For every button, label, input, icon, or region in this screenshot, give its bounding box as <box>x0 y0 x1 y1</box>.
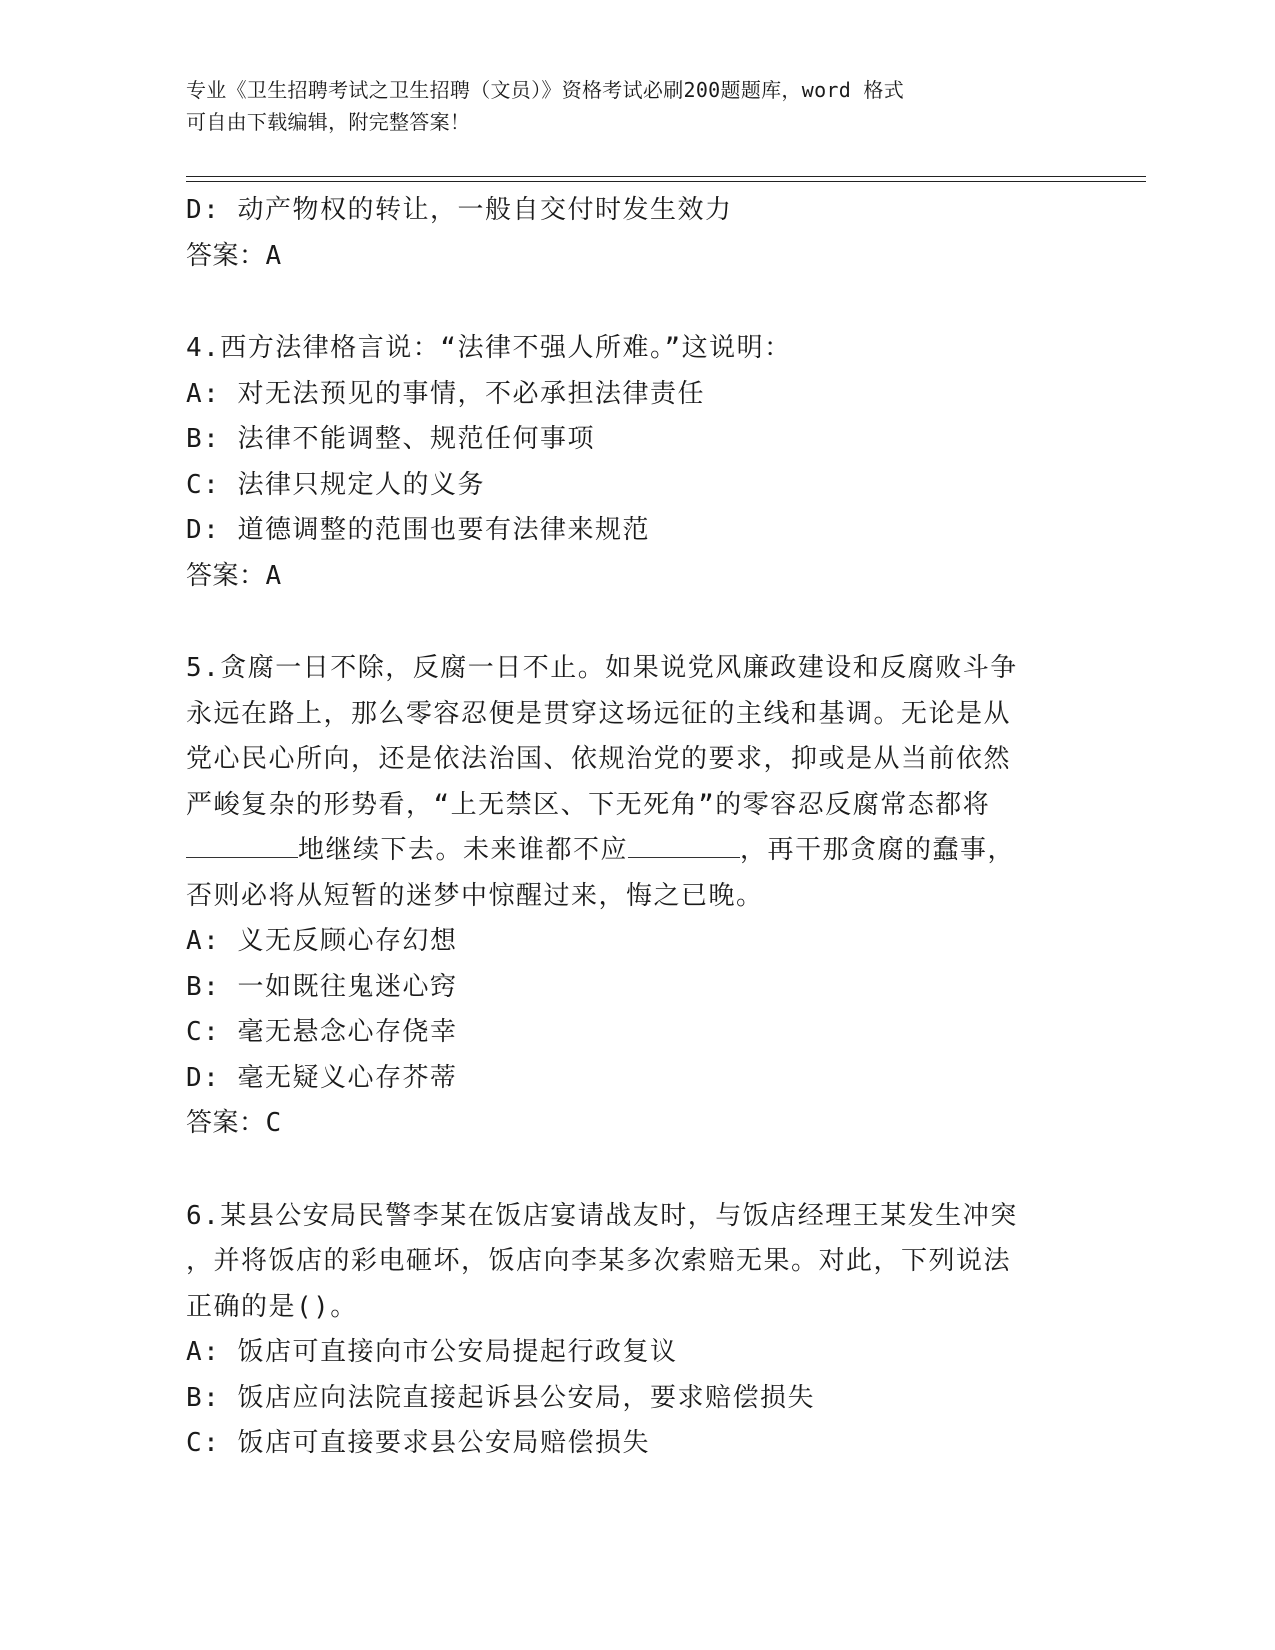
q5-option-a: A: 义无反顾心存幻想 <box>186 926 458 956</box>
answer-label: 答案： <box>186 1108 266 1138</box>
q6-option-a: A: 饭店可直接向市公安局提起行政复议 <box>186 1337 678 1367</box>
answer-value: A <box>265 240 282 271</box>
q5-stem-line-2: 永远在路上，那么零容忍便是贯穿这场远征的主线和基调。无论是从 <box>186 698 1012 729</box>
q4-stem: 4.西方法律格言说：“法律不强人所难。”这说明： <box>186 333 792 363</box>
q5-stem-line-5 <box>186 828 1066 874</box>
q5-stem-text: 地继续下去。未来谁都不应 <box>298 835 629 865</box>
q4-option-b: B: 法律不能调整、规范任何事项 <box>186 424 595 454</box>
q5-stem-line-1: 5.贪腐一日不除，反腐一日不止。如果说党风廉政建设和反腐败斗争 <box>186 653 1018 683</box>
q6-option-c: C: 饭店可直接要求县公安局赔偿损失 <box>186 1428 650 1458</box>
header-divider-top <box>186 176 1146 177</box>
answer-value: C <box>265 1108 282 1138</box>
fill-in-blank <box>628 831 740 858</box>
q3-option-d: D: 动产物权的转让，一般自交付时发生效力 <box>186 195 733 225</box>
q5-answer <box>186 1101 1066 1147</box>
q6-option-b: B: 饭店应向法院直接起诉县公安局，要求赔偿损失 <box>186 1382 815 1413</box>
document-header <box>186 74 1066 138</box>
header-divider-bottom <box>186 181 1146 182</box>
q5-stem-line-6: 否则必将从短暂的迷梦中惊醒过来，悔之已晚。 <box>186 880 764 911</box>
q6-stem-line-2: ，并将饭店的彩电砸坏，饭店向李某多次索赔无果。对此，下列说法 <box>186 1246 1012 1276</box>
q4-option-c: C: 法律只规定人的义务 <box>186 469 485 500</box>
q5-stem-text: ，再干那贪腐的蠢事， <box>740 835 1016 865</box>
question-spacer <box>186 599 1066 646</box>
q5-option-d: D: 毫无疑义心存芥蒂 <box>186 1062 458 1093</box>
question-content <box>186 188 1066 1467</box>
question-spacer <box>186 1147 1066 1194</box>
q4-option-a: A: 对无法预见的事情，不必承担法律责任 <box>186 378 705 409</box>
q3-answer <box>186 234 1066 280</box>
header-title-line-1: 专业《卫生招聘考试之卫生招聘（文员）》资格考试必刷200题题库，word 格式 <box>186 78 905 102</box>
q6-stem-line-3: 正确的是()。 <box>186 1291 358 1322</box>
answer-label: 答案： <box>186 240 266 271</box>
q5-stem-line-3: 党心民心所向，还是依法治国、依规治党的要求，抑或是从当前依然 <box>186 744 1012 774</box>
question-spacer <box>186 279 1066 326</box>
answer-value: A <box>265 560 282 591</box>
q4-answer <box>186 554 1066 600</box>
q4-option-d: D: 道德调整的范围也要有法律来规范 <box>186 515 650 545</box>
header-title-line-2: 可自由下载编辑，附完整答案！ <box>186 110 471 134</box>
answer-label: 答案： <box>186 560 266 591</box>
q5-stem-line-4: 严峻复杂的形势看，“上无禁区、下无死角”的零容忍反腐常态都将 <box>186 789 991 820</box>
q5-option-c: C: 毫无悬念心存侥幸 <box>186 1017 458 1047</box>
fill-in-blank <box>186 831 298 858</box>
q6-stem-line-1: 6.某县公安局民警李某在饭店宴请战友时，与饭店经理王某发生冲突 <box>186 1200 1018 1231</box>
q5-option-b: B: 一如既往鬼迷心窍 <box>186 971 458 1002</box>
